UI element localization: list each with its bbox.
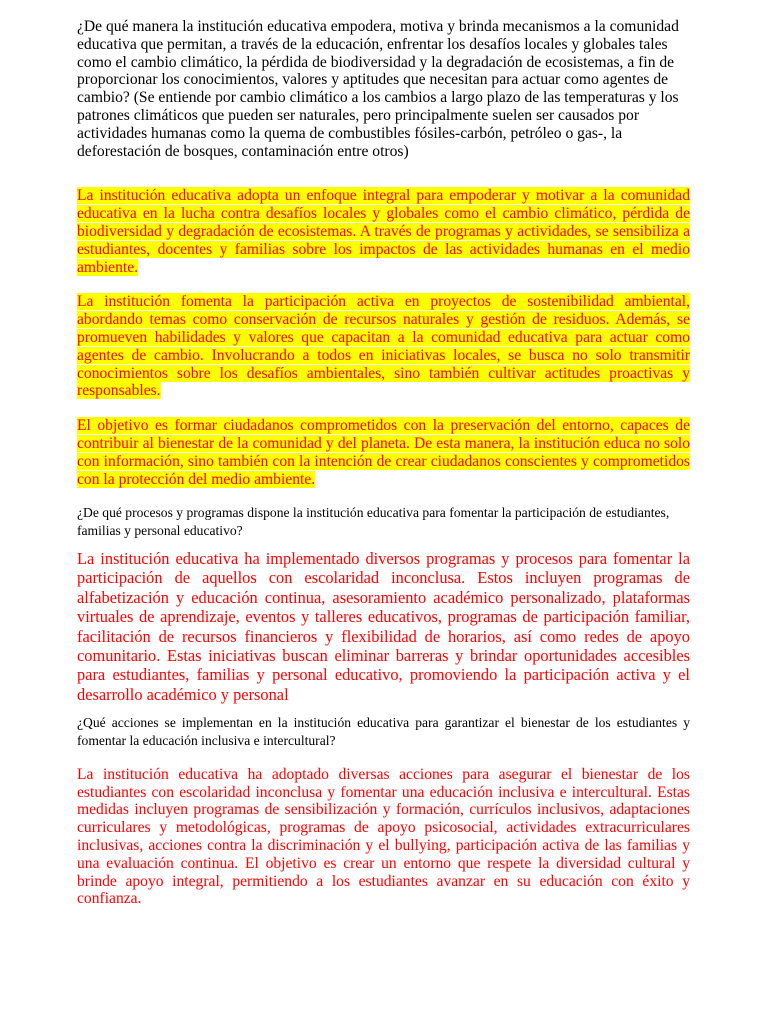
highlighted-text: El objetivo es formar ciudadanos comprometidos con la preservación del entorno, capaces de contribuir al bienestar de la comunidad y del planeta. De esta manera, la institución educa no solo con información, sino también con la intención de crear ciudadanos conscientes y comprometidos con la protección del medio ambiente. xyxy=(77,417,690,488)
question-3: ¿Qué acciones se implementan en la institución educativa para garantizar el bienestar de los estudiantes y fomentar la educación inclusiva e intercultural? xyxy=(77,715,690,748)
question-2: ¿De qué procesos y programas dispone la institución educativa para fomentar la participación de estudiantes, familias y personal educativo? xyxy=(77,505,670,539)
answer-1-paragraph-3 xyxy=(77,417,690,488)
question-1: ¿De qué manera la institución educativa empodera, motiva y brinda mecanismos a la comunidad educativa que permitan, a través de la educación, enfrentar los desafíos locales y globales tales como el cambio climático, la pérdida de biodiversidad y la degradación de ecosistemas, a fin de proporcionar los conocimientos, valores y aptitudes que necesitan para actuar como agentes de cambio? (Se entiende por cambio climático a los cambios a largo plazo de las temperaturas y los patrones climáticos que pueden ser naturales, pero principalmente suelen ser causados por actividades humanas como la quema de combustibles fósiles-carbón, petróleo o gas-, la deforestación de bosques, contaminación entre otros) xyxy=(77,18,679,160)
highlighted-text: La institución fomenta la participación activa en proyectos de sostenibilidad ambiental, abordando temas como conservación de recursos naturales y gestión de residuos. Además, se promueven habilidades y valores que capacitan a la comunidad educativa para actuar como agentes de cambio. Involucrando a todos en iniciativas locales, se busca no solo transmitir conocimientos sobre los desafíos ambientales, sino también cultivar actitudes proactivas y responsables. xyxy=(77,293,690,400)
document-page xyxy=(77,18,690,908)
answer-2: La institución educativa ha implementado diversos programas y procesos para fomentar la participación de aquellos con escolaridad inconclusa. Estos incluyen programas de alfabetización y educación continua, asesoramiento académico personalizado, plataformas virtuales de aprendizaje, eventos y talleres educativos, programas de participación familiar, facilitación de recursos financieros y flexibilidad de horarios, así como redes de apoyo comunitario. Estas iniciativas buscan eliminar barreras y brindar oportunidades accesibles para estudiantes, familias y personal educativo, promoviendo la participación activa y el desarrollo académico y personal xyxy=(77,548,690,704)
answer-1-paragraph-1 xyxy=(77,187,690,276)
highlighted-text: La institución educativa adopta un enfoque integral para empoderar y motivar a la comunidad educativa en la lucha contra desafíos locales y globales como el cambio climático, pérdida de biodiversidad y degradación de ecosistemas. A través de programas y actividades, se sensibiliza a estudiantes, docentes y familias sobre los impactos de las actividades humanas en el medio ambiente. xyxy=(77,187,690,276)
answer-1-paragraph-2 xyxy=(77,293,690,400)
answer-3: La institución educativa ha adoptado diversas acciones para asegurar el bienestar de los estudiantes con escolaridad inconclusa y fomentar una educación inclusiva e intercultural. Estas medidas incluyen programas de sensibilización y formación, currículos inclusivos, adaptaciones curriculares y metodológicas, programas de apoyo psicosocial, actividades extracurriculares inclusivas, acciones contra la discriminación y el bullying, participación activa de las familias y una evaluación continua. El objetivo es crear un entorno que respete la diversidad cultural y brinde apoyo integral, permitiendo a los estudiantes avanzar en su educación con éxito y confianza. xyxy=(77,765,690,908)
